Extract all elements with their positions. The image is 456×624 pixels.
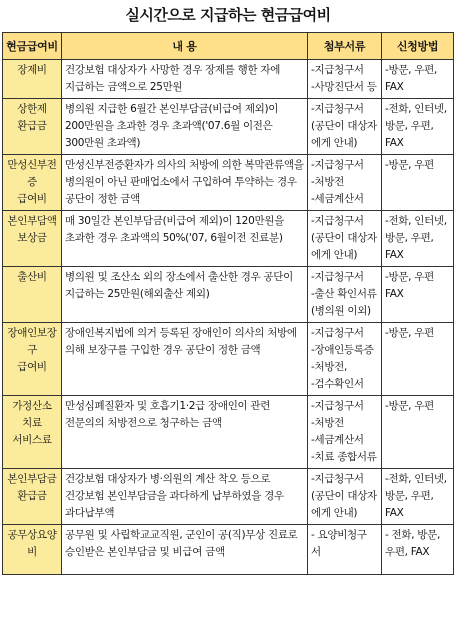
method-item: 방문, 우편, [385,120,434,132]
table-row [3,396,454,469]
category-label: 서비스료 [12,434,52,446]
documents-cell [308,155,382,211]
method-item: -방문, 우편 [385,327,434,339]
category-label: 급여비 [17,361,47,373]
method-item: 방문, 우편, [385,232,434,244]
table-row [3,155,454,211]
category-cell [3,525,62,575]
content-cell: 매 30일간 본인부담금(비급여 제외)이 120만원을 초과한 경우 초과액의 50%('07, 6월이전 진료분) [62,211,308,267]
category-cell [3,99,62,155]
category-label: 만성신부전증 [7,159,57,188]
document-item: -지급청구서 [311,64,364,76]
table-row [3,267,454,323]
content-cell: 만성신부전증환자가 의사의 처방에 의한 복막관류액을 병의원이 아닌 판매업소에서 구입하여 투약하는 경우 공단이 정한 금액 [62,155,308,211]
category-cell [3,396,62,469]
content-cell: 건강보험 대상자가 병·의원의 계산 착오 등으로 건강보험 본인부담금을 과다하게 납부하였을 경우 과다납부액 [62,469,308,525]
document-item: (병의원 이외) [311,305,371,317]
benefits-table [2,32,454,575]
category-cell [3,60,62,99]
category-label: 본인부담금 [7,473,57,485]
method-item: FAX [385,249,404,261]
document-item: -지급청구서 [311,159,364,171]
document-item: (공단이 대상자 [311,120,377,132]
table-row [3,60,454,99]
documents-cell [308,396,382,469]
content-cell: 장애인복지법에 의거 등록된 장애인이 의사의 처방에 의해 보장구를 구입한 경우 공단이 정한 금액 [62,323,308,396]
table-header-row [3,33,454,60]
method-item: FAX [385,507,404,519]
documents-cell [308,60,382,99]
method-item: FAX [385,137,404,149]
method-item: -방문, 우편 [385,159,434,171]
content-cell: 병의원 및 조산소 외의 장소에서 출산한 경우 공단이 지급하는 25만원(해외출산 제외) [62,267,308,323]
document-item: -지급청구서 [311,400,364,412]
document-item: -세금계산서 [311,434,364,446]
documents-cell [308,211,382,267]
document-item: -장애인등록증 [311,344,374,356]
method-item: -방문, 우편 [385,271,434,283]
method-item: 우편, FAX [385,546,430,558]
category-label: 공무상요양비 [7,529,57,558]
document-item: (공단이 대상자 [311,232,377,244]
method-item: -방문, 우편, [385,64,437,76]
method-item: 방문, 우편, [385,490,434,502]
method-cell [382,396,454,469]
category-label: 출산비 [17,271,47,283]
category-label: 환급금 [17,120,47,132]
method-item: -전화, 인터넷, [385,473,447,485]
category-label: 본인부담액 [7,215,57,227]
category-cell [3,323,62,396]
document-item: -지급청구서 [311,327,364,339]
table-row [3,525,454,575]
table-row [3,323,454,396]
method-item: FAX [385,288,404,300]
method-cell [382,155,454,211]
document-item: -지급청구서 [311,103,364,115]
documents-cell [308,525,382,575]
header-documents: 첨부서류 [308,33,382,60]
category-cell [3,155,62,211]
documents-cell [308,267,382,323]
document-item: 에게 안내) [311,507,358,519]
document-item: -지급청구서 [311,271,364,283]
document-item: 에게 안내) [311,137,358,149]
category-label: 보상금 [17,232,47,244]
document-item: -처방전 [311,417,345,429]
page-title: 실시간으로 지급하는 현금급여비 [125,6,331,24]
document-item: 서 [311,546,321,558]
method-item: FAX [385,81,404,93]
table-row [3,211,454,267]
category-cell [3,267,62,323]
document-item: -치료 종합서류 [311,451,377,463]
category-label: 상한제 [17,103,47,115]
method-cell [382,99,454,155]
table-body [3,60,454,575]
content-cell: 병의원 지급한 6월간 본인부담금(비급여 제외)이 200만원을 초과한 경우 초과액('07.6월 이전은 300만원 초과액) [62,99,308,155]
category-label: 장제비 [17,64,47,76]
document-item: -지급청구서 [311,215,364,227]
method-cell [382,469,454,525]
header-method: 신청방법 [382,33,454,60]
method-cell [382,525,454,575]
document-item: -처방전 [311,176,345,188]
category-cell [3,469,62,525]
category-label: 급여비 [17,193,47,205]
content-cell: 공무원 및 사립학교교직원, 군인이 공(직)무상 진료로 승인받은 본인부담금 및 비급여 금액 [62,525,308,575]
document-item: 에게 안내) [311,249,358,261]
documents-cell [308,323,382,396]
method-cell [382,267,454,323]
document-item: -사망진단서 등 [311,81,377,93]
documents-cell [308,469,382,525]
document-item: -지급청구서 [311,473,364,485]
document-item: - 요양비청구 [311,529,367,541]
documents-cell [308,99,382,155]
method-item: - 전화, 방문, [385,529,441,541]
document-item: -세금계산서 [311,193,364,205]
content-cell: 만성심폐질환자 및 호흡기1·2급 장애인이 관련 전문의의 처방전으로 청구하는 금액 [62,396,308,469]
method-item: -전화, 인터넷, [385,103,447,115]
table-row [3,469,454,525]
category-label: 환급금 [17,490,47,502]
method-cell [382,211,454,267]
document-item: -처방전, [311,361,348,373]
category-cell [3,211,62,267]
method-cell [382,323,454,396]
content-cell: 건강보험 대상자가 사망한 경우 장제를 행한 자에 지급하는 금액으로 25만원 [62,60,308,99]
method-cell [382,60,454,99]
document-item: -검수확인서 [311,378,364,390]
category-label: 장애인보장구 [7,327,57,356]
method-item: -전화, 인터넷, [385,215,447,227]
document-item: (공단이 대상자 [311,490,377,502]
header-content: 내 용 [62,33,308,60]
document-item: -출산 확인서류 [311,288,377,300]
table-row [3,99,454,155]
category-label: 가정산소 치료 [12,400,52,429]
header-category: 현금급여비 [3,33,62,60]
method-item: -방문, 우편 [385,400,434,412]
